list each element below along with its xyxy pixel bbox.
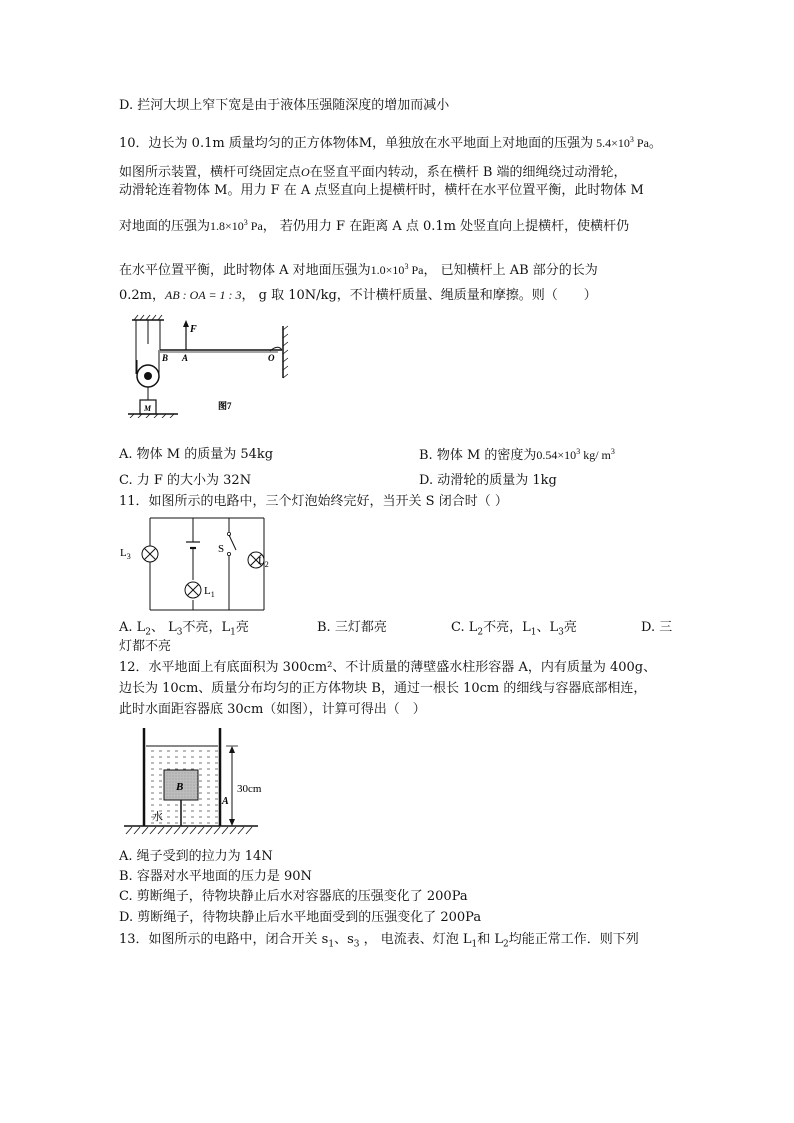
- q12-option-a: A. 绳子受到的拉力为 14N: [119, 849, 273, 864]
- q10-lever-figure: [118, 314, 298, 418]
- q9-option-d: D. 拦河大坝上窄下宽是由于液体压强随深度的增加而减小: [119, 98, 450, 113]
- lamp-l3: [142, 546, 158, 562]
- label-water: 水: [152, 811, 163, 823]
- label-f: F: [190, 324, 197, 335]
- figure-caption: 图7: [218, 401, 232, 411]
- q10-stem-line5: 在水平位置平衡，此时物体 A 对地面压强为$1.0\times 10^3$ Pa， 已知横杆上 AB 部分的长为: [119, 262, 598, 278]
- q10-stem-line4: 对地面的压强为$1.8\times 10^3$ Pa， 若仍用力 F 在距离 A 点 0.1m 处竖直向上提横杆，使横杆仍: [119, 218, 630, 234]
- q11-option-b: B. 三灯都亮: [317, 620, 387, 635]
- label-s: S: [218, 543, 225, 555]
- q12-option-b: B. 容器对水平地面的压力是 90N: [119, 869, 312, 884]
- q12-stem-line3: 此时水面距容器底 30cm（如图），计算可得出（ ）: [119, 702, 426, 717]
- q10-option-a: A. 物体 M 的质量为 54kg: [119, 447, 274, 462]
- q12-container-figure: [118, 724, 278, 842]
- q10-option-d: D. 动滑轮的质量为 1kg: [419, 473, 557, 488]
- q10-stem-line3: 动滑轮连着物体 M。用力 F 在 A 点竖直向上提横杆时，横杆在水平位置平衡，此时物体 M: [119, 183, 644, 198]
- q13-stem: 13．如图所示的电路中，闭合开关 $s_1$、$s_3$ ， 电流表、灯泡 $L_1$和 $L_2$均能正常工作．则下列: [119, 932, 639, 950]
- label-l3: $L_3$: [120, 547, 131, 561]
- q12-option-c: C. 剪断绳子，待物块静止后水对容器底的压强变化了 200Pa: [119, 889, 468, 904]
- label-m: M: [144, 404, 152, 413]
- label-b: B: [176, 781, 184, 793]
- label-a: A: [222, 796, 229, 807]
- switch-s: [229, 535, 236, 550]
- q11-option-d-part1: D. 三: [641, 620, 673, 635]
- q10-stem-line6: 0.2m，AB : OA = 1 : 3， g 取 10N/kg，不计横杆质量、绳质量和摩擦。则（ ）: [119, 288, 597, 303]
- q11-stem: 11．如图所示的电路中，三个灯泡始终完好，当开关 S 闭合时（ ）: [119, 494, 508, 509]
- label-l2: $L_2$: [258, 555, 269, 569]
- q11-option-d-part2: 灯都不亮: [119, 639, 172, 654]
- q11-circuit-figure: [118, 514, 270, 614]
- q12-stem-line1: 12．水平地面上有底面积为 300cm²、不计质量的薄壁盛水柱形容器 A，内有质量为 400g、: [119, 660, 657, 675]
- label-height: 30cm: [237, 783, 262, 795]
- label-o: O: [268, 353, 275, 363]
- q10-stem-line1: 10．边长为 0.1m 质量均匀的正方体物体M，单独放在水平地面上对地面的压强为 $5.4\times 10^3$ Pa。: [119, 135, 662, 151]
- q12-stem-line2: 边长为 10cm、质量分布均匀的正方体物块 B，通过一根长 10cm 的细线与容器底部相连，: [119, 681, 647, 696]
- label-l1: $L_1$: [204, 585, 215, 599]
- q10-option-b: B. 物体 M 的密度为$0.54\times 10^3$ kg/ $m^3$: [419, 447, 615, 463]
- label-b: B: [162, 353, 169, 363]
- q12-option-d: D. 剪断绳子，待物块静止后水平地面受到的压强变化了 200Pa: [119, 910, 482, 925]
- label-a: A: [182, 353, 189, 363]
- q11-option-c: C. $L_2$不亮，$L_1$、$L_3$亮: [451, 620, 577, 638]
- q10-option-c: C. 力 F 的大小为 32N: [119, 473, 252, 488]
- lamp-l1: [185, 582, 201, 598]
- q11-option-a: A. $L_2$、 $L_3$不亮，$L_1$亮: [119, 620, 249, 638]
- q10-stem-line2: 如图所示装置，横杆可绕固定点O在竖直平面内转动，系在横杆 B 端的细绳绕过动滑轮，: [119, 165, 627, 180]
